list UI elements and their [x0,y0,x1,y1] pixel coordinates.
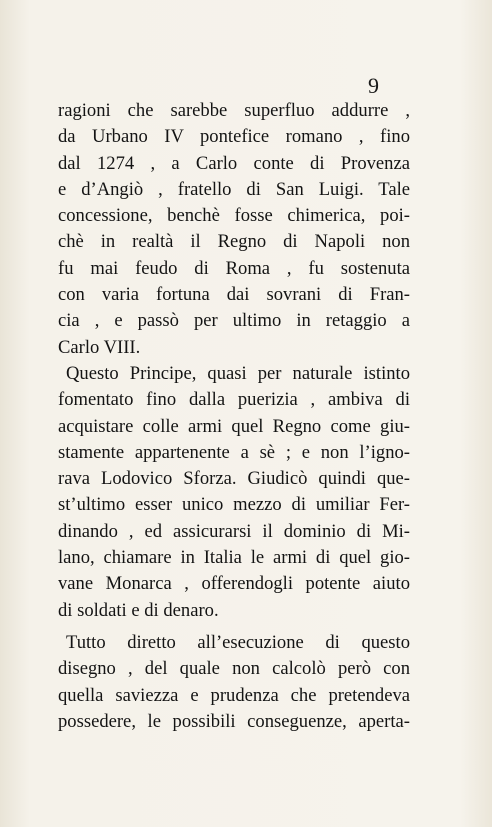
text-line: chè in realtà il Regno di Napoli non [58,231,410,253]
body-text [58,98,410,735]
text-line: quella saviezza e prudenza che pretendeva [58,684,410,706]
text-line: stamente appartenente a sè ; e non l’igno- [58,441,410,463]
text-line: fomentato fino dalla puerizia , ambiva di [58,389,410,411]
paragraph-3 [58,630,410,735]
text-line: possedere, le possibili conseguenze, aperta- [58,710,410,732]
text-line: st’ultimo esser unico mezzo di umiliar Fer- [58,494,410,516]
text-line: rava Lodovico Sforza. Giudicò quindi que- [58,468,410,490]
text-line: di soldati e di denaro. [58,599,219,621]
text-line: Carlo VIII. [58,336,141,358]
text-line: vane Monarca , offerendogli potente aiuto [58,573,410,595]
text-line: fu mai feudo di Roma , fu sostenuta [58,257,410,279]
text-line: disegno , del quale non calcolò però con [58,658,410,680]
text-line: acquistare colle armi quel Regno come giu- [58,415,410,437]
text-line: con varia fortuna dai sovrani di Fran- [58,284,410,306]
text-line: concessione, benchè fosse chimerica, poi- [58,205,410,227]
text-line: Tutto diretto all’esecuzione di questo [66,631,410,653]
text-line: dal 1274 , a Carlo conte di Provenza [58,152,410,174]
paragraph-2 [58,361,410,624]
text-line: da Urbano IV pontefice romano , fino [58,126,410,148]
text-line: lano, chiamare in Italia le armi di quel gio- [58,547,410,569]
text-line: cia , e passò per ultimo in retaggio a [58,310,410,332]
text-line: e d’Angiò , fratello di San Luigi. Tale [58,178,410,200]
text-line: Questo Principe, quasi per naturale istinto [66,362,410,384]
page-number: 9 [368,73,379,98]
text-line: dinando , ed assicurarsi il dominio di Mi- [58,520,410,542]
paragraph-1 [58,98,410,361]
text-line: ragioni che sarebbe superfluo addurre , [58,100,410,121]
